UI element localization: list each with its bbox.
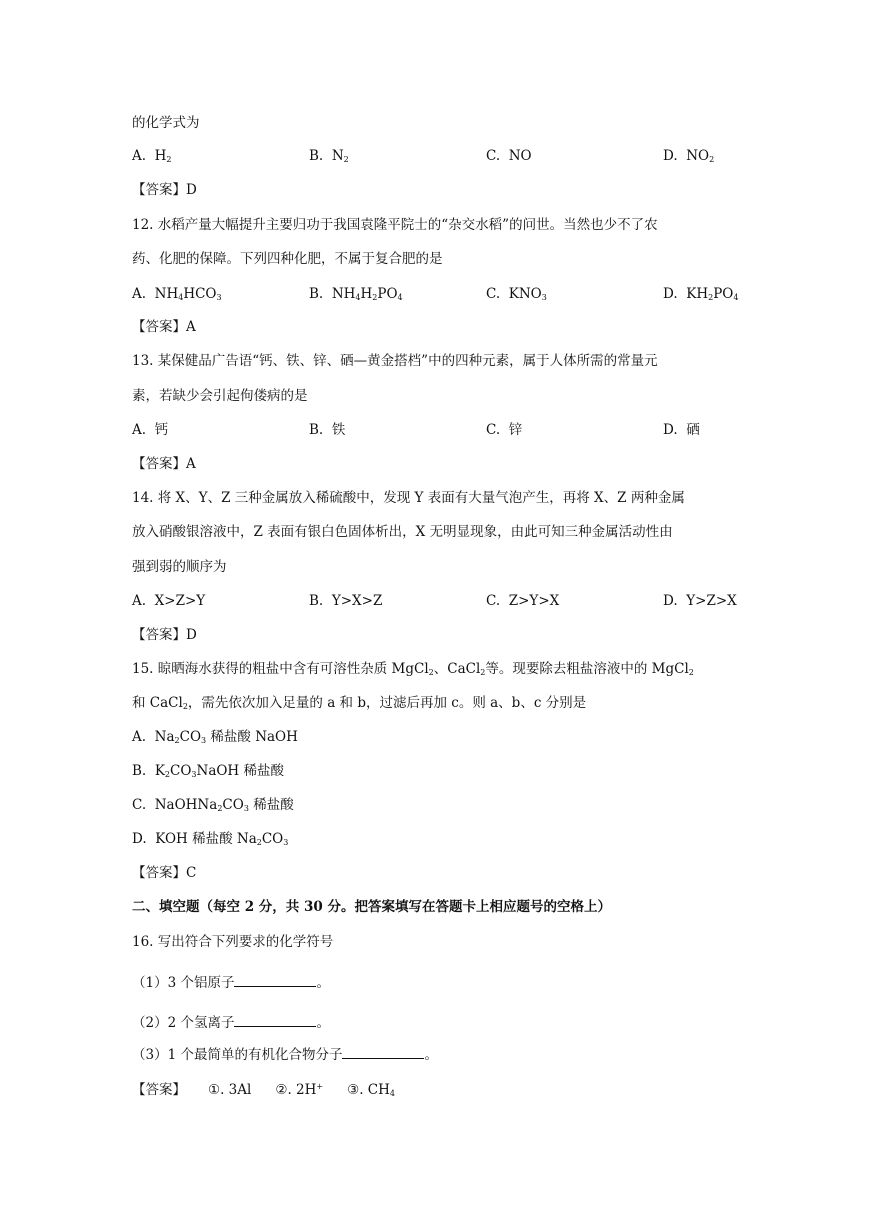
answer-blank-1[interactable] xyxy=(234,974,316,987)
q14-option-c: C. Z>Y>X xyxy=(486,593,560,609)
q16-sub2: （2）2 个氢离子 。 xyxy=(132,1015,330,1031)
q13-option-d: D. 硒 xyxy=(663,422,700,438)
q12-stem-line2: 药、化肥的保障。下列四种化肥，不属于复合肥的是 xyxy=(132,251,443,267)
q16-sub3: （3）1 个最简单的有机化合物分子 。 xyxy=(132,1047,438,1063)
q16-answer-2: ②. 2H+ xyxy=(275,1082,324,1098)
q12-answer: 【答案】A xyxy=(132,319,196,335)
q14-answer: 【答案】D xyxy=(132,627,197,643)
q15-option-d: D. KOH 稀盐酸 $Na_2CO_3$ xyxy=(132,831,289,847)
section-heading-fill-in: 二、填空题（每空 2 分，共 30 分。把答案填写在答题卡上相应题号的空格上） xyxy=(132,899,611,915)
q12-stem-line1: 12. 水稻产量大幅提升主要归功于我国袁隆平院士的“杂交水稻”的问世。当然也少不了农 xyxy=(132,217,658,233)
q12-option-a: A. $NH_4HCO_3$ xyxy=(132,286,222,302)
q13-answer: 【答案】A xyxy=(132,456,196,472)
q13-option-c: C. 锌 xyxy=(486,422,523,438)
q11-stem-tail: 的化学式为 xyxy=(132,115,200,131)
q11-option-b: B. $N_2$ xyxy=(309,148,349,164)
q16-answer-1: ①. 3Al xyxy=(208,1082,252,1098)
q15-stem-line1: 15. 晾晒海水获得的粗盐中含有可溶性杂质 MgCl$_2$、CaCl$_2$等。现要除去粗盐溶液中的 MgCl$_2$ xyxy=(132,661,694,677)
q12-option-c: C. $KNO_3$ xyxy=(486,286,547,302)
q11-option-a: A. $H_2$ xyxy=(132,148,172,164)
q14-stem-line1: 14. 将 X、Y、Z 三种金属放入稀硫酸中，发现 Y 表面有大量气泡产生，再将 X、Z 两种金属 xyxy=(132,490,685,506)
q13-option-a: A. 钙 xyxy=(132,422,169,438)
q13-stem-line1: 13. 某保健品广告语“钙、铁、锌、硒—黄金搭档”中的四种元素，属于人体所需的常量元 xyxy=(132,353,658,369)
q15-option-b: B. $K_2CO_3NaOH$ 稀盐酸 xyxy=(132,763,284,779)
q11-option-d: D. $NO_2$ xyxy=(663,148,715,164)
q14-option-a: A. X>Z>Y xyxy=(132,593,206,609)
q14-stem-line3: 强到弱的顺序为 xyxy=(132,559,227,575)
q14-option-b: B. Y>X>Z xyxy=(309,593,383,609)
q14-option-d: D. Y>Z>X xyxy=(663,593,737,609)
q16-stem: 16. 写出符合下列要求的化学符号 xyxy=(132,934,334,950)
q12-option-d: D. $KH_2PO_4$ xyxy=(663,286,739,302)
answer-blank-2[interactable] xyxy=(234,1014,316,1027)
q13-option-b: B. 铁 xyxy=(309,422,346,438)
q11-answer: 【答案】D xyxy=(132,182,197,198)
q11-option-c: C. NO xyxy=(486,148,532,164)
q14-stem-line2: 放入硝酸银溶液中，Z 表面有银白色固体析出，X 无明显现象，由此可知三种金属活动性由 xyxy=(132,524,673,540)
q15-option-a: A. $Na_2CO_3$ 稀盐酸 NaOH xyxy=(132,729,298,745)
q16-answer: 【答案】 ①. 3Al ②. 2H+ ③. $CH_4$ xyxy=(132,1082,395,1098)
q15-answer: 【答案】C xyxy=(132,865,197,881)
q15-option-c: C. $NaOHNa_2CO_3$ 稀盐酸 xyxy=(132,797,294,813)
q12-option-b: B. $NH_4H_2PO_4$ xyxy=(309,286,403,302)
q16-answer-3: ③. $CH_4$ xyxy=(347,1082,395,1098)
q13-stem-line2: 素，若缺少会引起佝偻病的是 xyxy=(132,388,308,404)
answer-blank-3[interactable] xyxy=(342,1046,424,1059)
q16-sub1: （1）3 个铝原子 。 xyxy=(132,975,330,991)
q15-stem-line2: 和 CaCl$_2$，需先依次加入足量的 a 和 b，过滤后再加 c。则 a、b、c 分别是 xyxy=(132,695,587,711)
